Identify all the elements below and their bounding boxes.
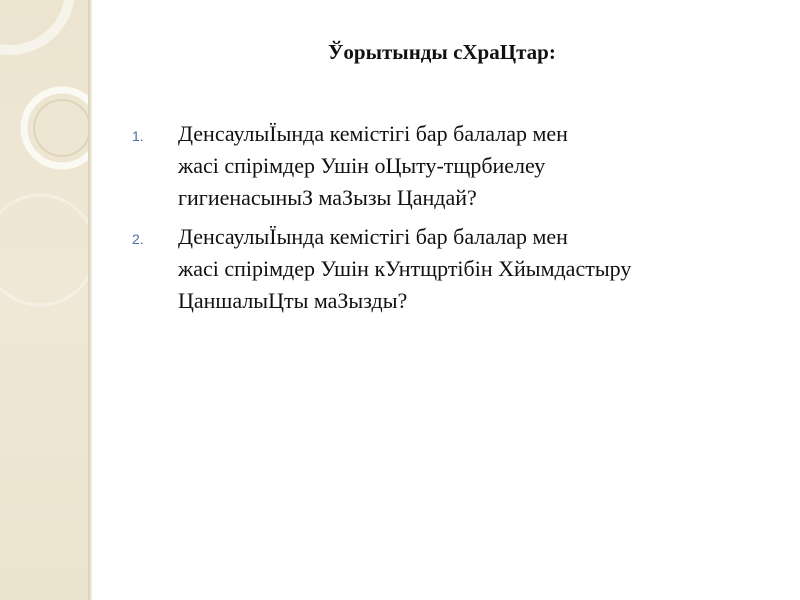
list-item-number: 1. [132, 128, 144, 144]
decorative-side-panel [0, 0, 88, 600]
decorative-circles-icon [0, 0, 88, 600]
list-item-line: ДенсаулыЇында кемістігі бар балалар мен [178, 224, 568, 249]
question-list [132, 118, 772, 324]
list-item-line: гигиенасыныЗ маЗызы Цандай? [178, 185, 477, 210]
list-item-line: ЦаншалыЦты маЗызды? [178, 288, 408, 313]
list-item [132, 221, 772, 317]
list-item-line: жасі спірімдер Ушін кУнтщртібін Хйымдастыру [178, 256, 632, 281]
slide-content [92, 0, 800, 600]
list-item-line: ДенсаулыЇында кемістігі бар балалар мен [178, 121, 568, 146]
list-item-line: жасі спірімдер Ушін оЦыту-тщрбиелеу [178, 153, 546, 178]
list-item [132, 118, 772, 214]
slide-title: Ўорытынды сХраЦтар: [328, 40, 556, 64]
list-item-number: 2. [132, 231, 144, 247]
